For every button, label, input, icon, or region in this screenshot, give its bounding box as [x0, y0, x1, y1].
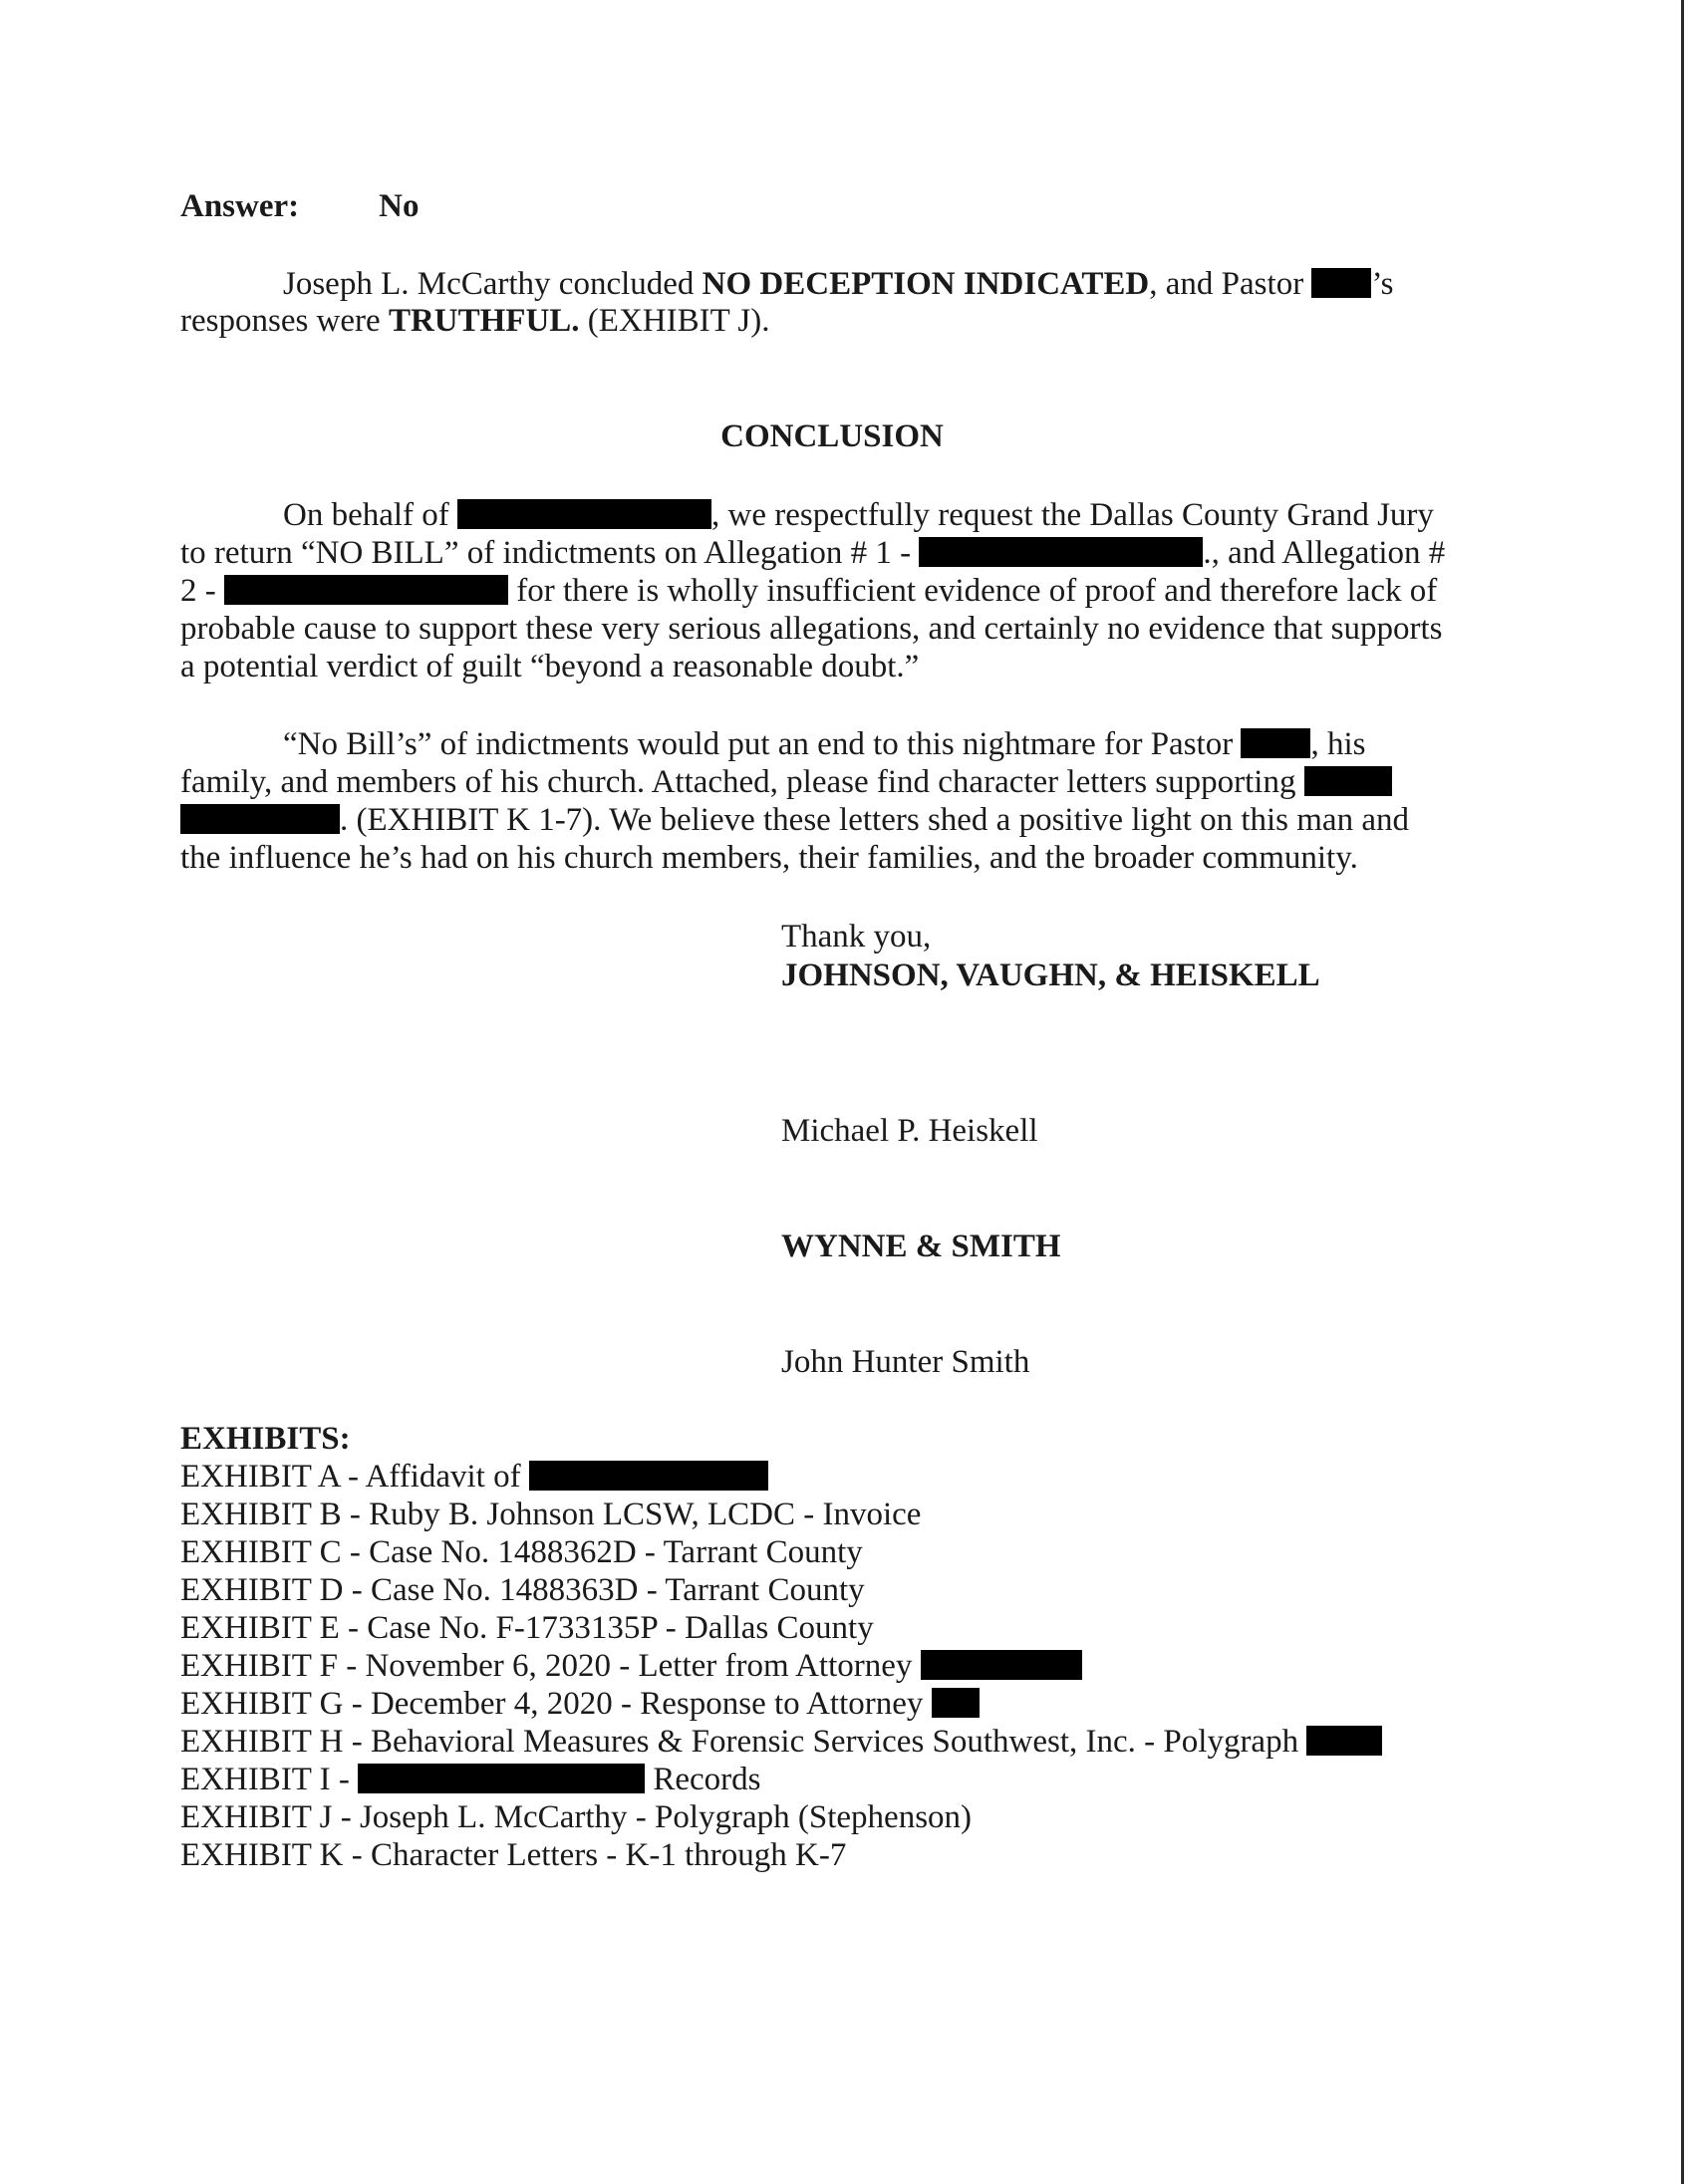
redaction-block [1306, 1726, 1382, 1756]
redaction-block [1311, 268, 1371, 298]
redaction-block [358, 1764, 645, 1793]
exhibit-item: EXHIBIT I - Records [180, 1762, 761, 1797]
signer-name-2: John Hunter Smith [781, 1344, 1030, 1380]
conclusion-p2-line-2: family, and members of his church. Attached, please find character letters supporting [180, 763, 1392, 801]
conclusion-p1-line-3: 2 - for there is wholly insufficient evidence of proof and therefore lack of [180, 573, 1438, 609]
redaction-block [529, 1461, 768, 1491]
redaction-block [919, 537, 1203, 567]
conclusion-p1-line-5: a potential verdict of guilt “beyond a reasonable doubt.” [180, 649, 920, 684]
exhibit-item: EXHIBIT K - Character Letters - K-1 through K-7 [180, 1837, 847, 1873]
redaction-block [180, 804, 340, 834]
exhibit-item: EXHIBIT C - Case No. 1488362D - Tarrant County [180, 1534, 863, 1570]
signer-name-1: Michael P. Heiskell [781, 1113, 1038, 1149]
redaction-block [457, 499, 711, 529]
polygraph-result-line-1: Joseph L. McCarthy concluded NO DECEPTION INDICATED, and Pastor ’s [283, 266, 1394, 302]
conclusion-p1-line-1: On behalf of , we respectfully request the Dallas County Grand Jury [283, 497, 1434, 533]
exhibit-item: EXHIBIT F - November 6, 2020 - Letter from Attorney [180, 1647, 1082, 1685]
redaction-block [921, 1650, 1082, 1680]
polygraph-result-line-2: responses were TRUTHFUL. (EXHIBIT J). [180, 303, 770, 339]
scan-edge-line [1681, 0, 1684, 2184]
exhibit-item: EXHIBIT A - Affidavit of [180, 1458, 768, 1496]
answer-label: Answer: [180, 188, 300, 224]
conclusion-p2-line-4: the influence he’s had on his church members, their families, and the broader community. [180, 840, 1358, 876]
closing-text: Thank you, [781, 919, 932, 955]
conclusion-p1-line-2: to return “NO BILL” of indictments on Allegation # 1 - ., and Allegation # [180, 535, 1446, 571]
exhibits-heading: EXHIBITS: [180, 1421, 351, 1457]
exhibit-item: EXHIBIT E - Case No. F-1733135P - Dallas County [180, 1610, 874, 1646]
exhibit-item: EXHIBIT G - December 4, 2020 - Response to Attorney [180, 1685, 980, 1723]
conclusion-p1-line-4: probable cause to support these very serious allegations, and certainly no evidence that supports [180, 611, 1443, 647]
exhibit-item: EXHIBIT B - Ruby B. Johnson LCSW, LCDC - Invoice [180, 1497, 922, 1532]
firm-name-2: WYNNE & SMITH [781, 1228, 1061, 1264]
answer-value: No [379, 188, 420, 224]
redaction-block [932, 1688, 980, 1718]
conclusion-heading: CONCLUSION [720, 418, 944, 454]
redaction-block [1241, 728, 1310, 758]
exhibit-item: EXHIBIT J - Joseph L. McCarthy - Polygraph (Stephenson) [180, 1799, 973, 1835]
exhibit-item: EXHIBIT H - Behavioral Measures & Forensic Services Southwest, Inc. - Polygraph [180, 1723, 1382, 1761]
answer-line [180, 187, 420, 225]
exhibit-item: EXHIBIT D - Case No. 1488363D - Tarrant County [180, 1572, 865, 1608]
redaction-block [1304, 766, 1392, 796]
conclusion-p2-line-1: “No Bill’s” of indictments would put an end to this nightmare for Pastor , his [283, 726, 1366, 762]
firm-name-1: JOHNSON, VAUGHN, & HEISKELL [781, 957, 1320, 993]
redaction-block [224, 575, 508, 605]
conclusion-p2-line-3: . (EXHIBIT K 1-7). We believe these letters shed a positive light on this man and [180, 801, 1409, 839]
